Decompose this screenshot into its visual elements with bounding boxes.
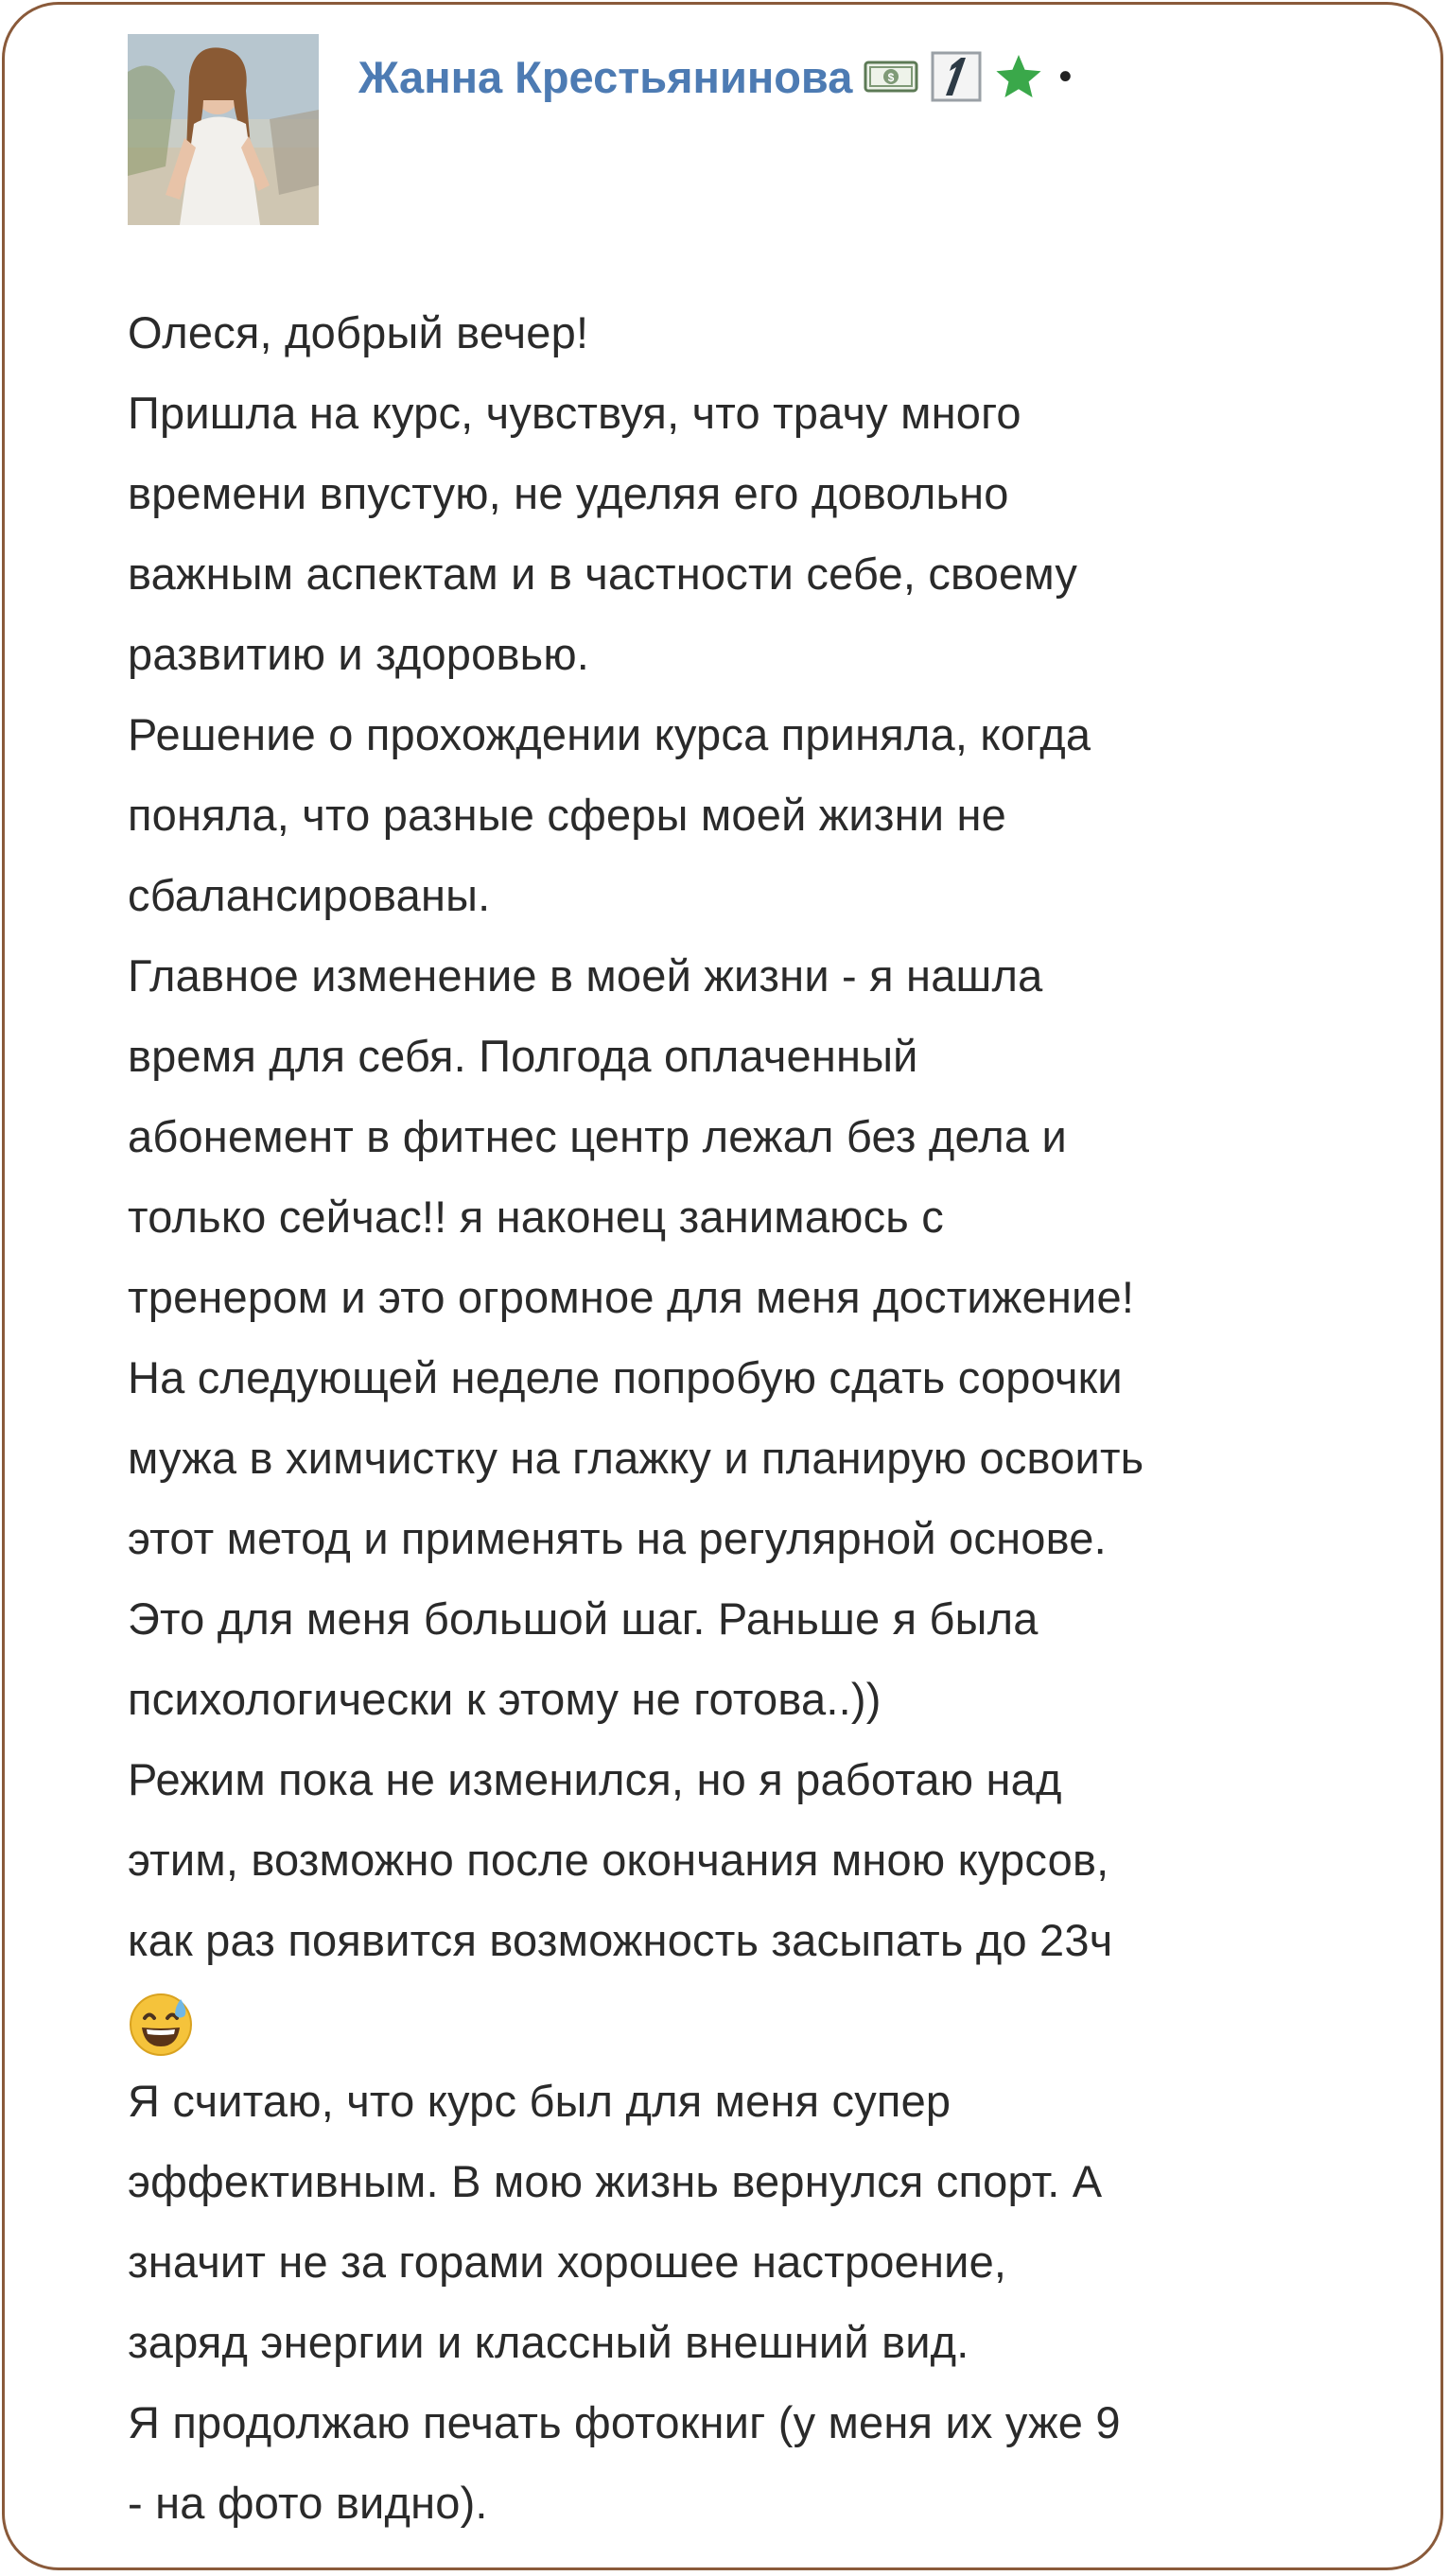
review-card (2, 2, 1443, 2570)
number-one-badge-icon[interactable] (930, 50, 983, 103)
post-text-part-1 (128, 292, 1376, 1980)
author-name-link[interactable]: Жанна Крестьянинова (358, 51, 853, 102)
emoji-line (128, 1980, 1376, 2061)
post-text-line: Пришла на курс, чувствуя, что трачу много (128, 388, 1021, 438)
post-text-line: На следующей неделе попробую сдать сорочки (128, 1352, 1123, 1402)
post-text-line: развитию и здоровью. (128, 629, 590, 679)
post-text-line: времени впустую, не уделяя его довольно (128, 468, 1009, 518)
post-header (358, 39, 1072, 114)
post-text-line: мужа в химчистку на глажку и планирую освоить (128, 1433, 1144, 1483)
post-text-line: только сейчас!! я наконец занимаюсь с (128, 1192, 944, 1242)
svg-text:$: $ (888, 71, 895, 84)
post-text-line: поняла, что разные сферы моей жизни не (128, 790, 1006, 840)
post-body (128, 292, 1376, 2543)
post-text-line: время для себя. Полгода оплаченный (128, 1031, 918, 1081)
post-text-line: Это для меня большой шаг. Раньше я была (128, 1593, 1039, 1644)
money-badge-icon[interactable] (864, 57, 918, 96)
post-text-line: Главное изменение в моей жизни - я нашла (128, 950, 1043, 1001)
avatar-photo (128, 34, 319, 225)
header-separator-dot: • (1058, 55, 1073, 97)
post-text-line: значит не за горами хорошее настроение, (128, 2237, 1007, 2287)
post-text-line: абонемент в фитнес центр лежал без дела и (128, 1111, 1067, 1161)
post-text-line: заряд энергии и классный внешний вид. (128, 2317, 969, 2367)
post-text-line: Я продолжаю печать фотокниг (у меня их уже 9 (128, 2397, 1121, 2447)
post-text-line: важным аспектам и в частности себе, своему (128, 548, 1078, 599)
post-text-line: этим, возможно после окончания мною курсов, (128, 1835, 1109, 1885)
post-text-line: тренером и это огромное для меня достижение! (128, 1272, 1135, 1322)
post-text-line: психологически к этому не готова..)) (128, 1674, 882, 1724)
post-text-line: эффективным. В мою жизнь вернулся спорт. А (128, 2156, 1103, 2206)
post-text-line: этот метод и применять на регулярной основе. (128, 1513, 1107, 1563)
post-text-line: сбалансированы. (128, 870, 491, 920)
post-text-part-2 (128, 2061, 1376, 2543)
post-text-line: как раз появится возможность засыпать до 23ч (128, 1915, 1113, 1965)
author-avatar[interactable] (128, 34, 319, 225)
post-text-line: Я считаю, что курс был для меня супер (128, 2076, 951, 2126)
post-text-line: Режим пока не изменился, но я работаю над (128, 1754, 1062, 1804)
post-text-line: Олеся, добрый вечер! (128, 307, 589, 357)
post-text-line: Решение о прохождении курса приняла, когда (128, 709, 1091, 759)
grinning-sweat-emoji-icon (128, 1992, 194, 2082)
star-badge-icon[interactable] (994, 53, 1043, 100)
post-text-line: - на фото видно). (128, 2478, 488, 2528)
